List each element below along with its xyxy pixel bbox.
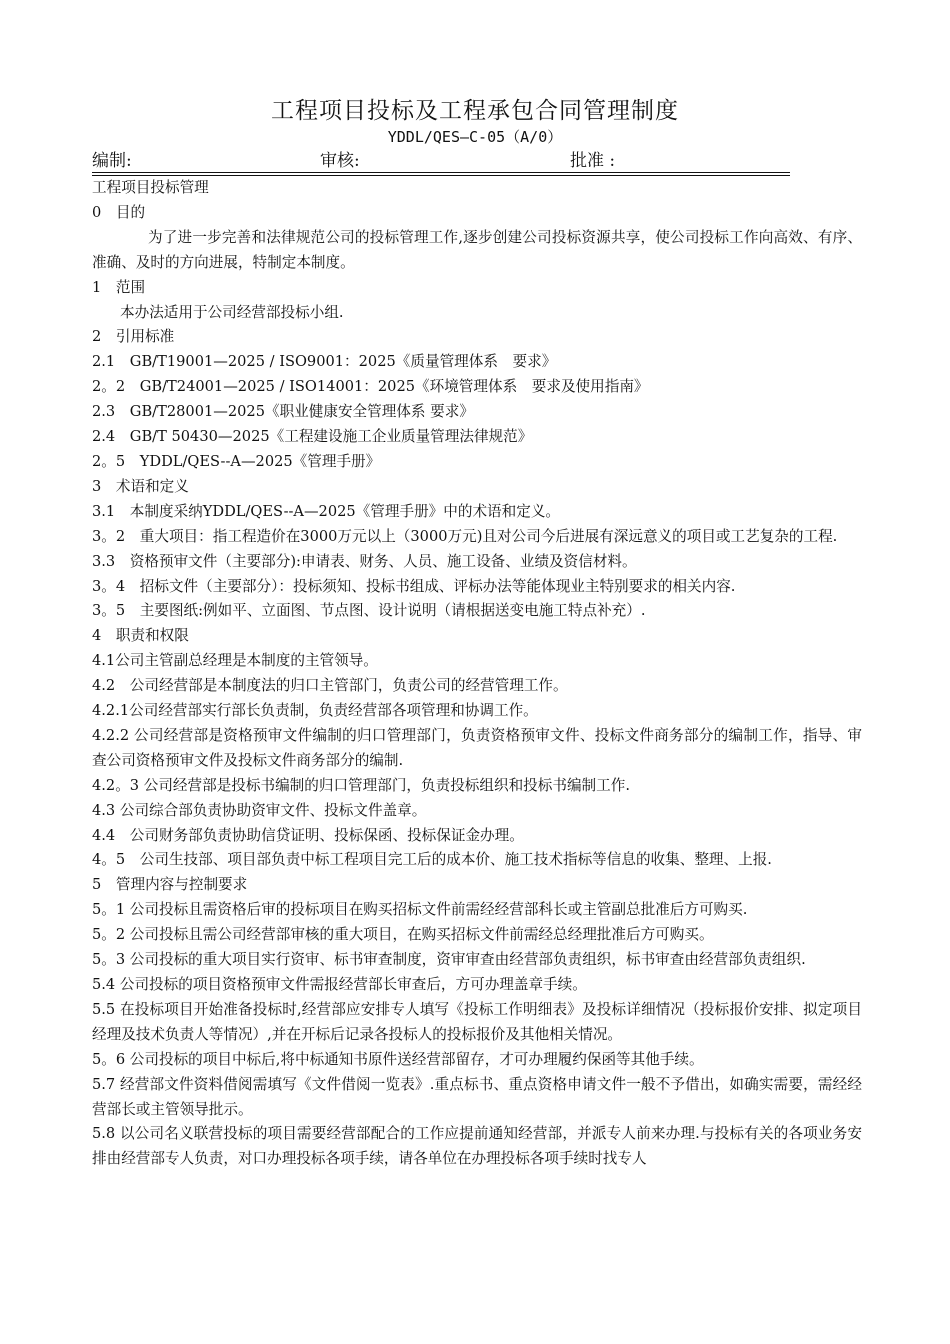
- list-item: 4.2.1公司经营部实行部长负责制，负责经营部各项管理和协调工作。: [92, 702, 538, 720]
- list-item: 4.1公司主管副总经理是本制度的主管领导。: [92, 652, 378, 670]
- list-item: 3.3 资格预审文件（主要部分):申请表、财务、人员、施工设备、业绩及资信材料。: [92, 552, 637, 570]
- section-heading: 1 范围: [92, 278, 146, 296]
- list-item: 3。4 招标文件（主要部分）：投标须知、投标书组成、评标办法等能体现业主特别要求的相关内容.: [92, 577, 736, 595]
- reviewed-by-label: 审核:: [320, 151, 360, 171]
- list-item: 2.3 GB/T28001—2025《职业健康安全管理体系 要求》: [92, 403, 474, 421]
- document-title: 工程项目投标及工程承包合同管理制度: [271, 98, 679, 124]
- compiled-by-label: 编制:: [92, 151, 132, 171]
- list-item: 4。5 公司生技部、项目部负责中标工程项目完工后的成本价、施工技术指标等信息的收集、整理、上报.: [92, 851, 772, 869]
- list-item: 2.4 GB/T 50430—2025《工程建设施工企业质量管理法律规范》: [92, 428, 533, 446]
- list-item: 5。2 公司投标且需公司经营部审核的重大项目，在购买招标文件前需经总经理批准后方可购买。: [92, 926, 714, 944]
- list-item: 5.5 在投标项目开始准备投标时,经营部应安排专人填写《投标工作明细表》及投标详细情况（投标报价安排、拟定项目经理及技术负责人等情况）,并在开标后记录各投标人的投标报价及其他相关情况。: [92, 1000, 862, 1043]
- list-item: 5.7 经营部文件资料借阅需填写《文件借阅一览表》.重点标书、重点资格申请文件一般不予借出，如确实需要，需经经营部长或主管领导批示。: [92, 1075, 862, 1118]
- section-heading: 2 引用标准: [92, 328, 175, 346]
- list-item: 4.2 公司经营部是本制度法的归口主管部门，负责公司的经营管理工作。: [92, 677, 568, 695]
- list-item: 3。2 重大项目：指工程造价在3000万元以上（3000万元)且对公司今后进展有深远意义的项目或工艺复杂的工程.: [92, 527, 838, 545]
- list-item: 2。5 YDDL/QES--A—2025《管理手册》: [92, 452, 381, 470]
- list-item: 5。3 公司投标的重大项目实行资审、标书审查制度，资审审查由经营部负责组织，标书审查由经营部负责组织.: [92, 951, 806, 969]
- paragraph: 为了进一步完善和法律规范公司的投标管理工作,逐步创建公司投标资源共享，使公司投标工作向高效、有序、准确、及时的方向进展，特制定本制度。: [92, 228, 862, 271]
- section-heading: 工程项目投标管理: [92, 179, 209, 196]
- document-body: [92, 176, 862, 1172]
- section-heading: 5 管理内容与控制要求: [92, 876, 248, 894]
- list-item: 4.3 公司综合部负责协助资审文件、投标文件盖章。: [92, 801, 427, 819]
- list-item: 5。6 公司投标的项目中标后,将中标通知书原件送经营部留存，才可办理履约保函等其他手续。: [92, 1050, 704, 1068]
- section-heading: 3 术语和定义: [92, 477, 189, 495]
- list-item: 4.2。3 公司经营部是投标书编制的归口管理部门，负责投标组织和投标书编制工作.: [92, 776, 630, 794]
- list-item: 5。1 公司投标且需资格后审的投标项目在购买招标文件前需经经营部科长或主管副总批准后方可购买.: [92, 901, 748, 919]
- list-item: 3。5 主要图纸:例如平、立面图、节点图、设计说明（请根据送变电施工特点补充）.: [92, 602, 646, 620]
- list-item: 3.1 本制度采纳YDDL/QES--A—2025《管理手册》中的术语和定义。: [92, 502, 561, 520]
- section-heading: 4 职责和权限: [92, 627, 189, 645]
- list-item: 4.4 公司财务部负责协助信贷证明、投标保函、投标保证金办理。: [92, 826, 524, 844]
- list-item: 5.8 以公司名义联营投标的项目需要经营部配合的工作应提前通知经营部，并派专人前来办理.与投标有关的各项业务安排由经营部专人负责，对口办理投标各项手续，请各单位在办理投标各项手续时找专人: [92, 1125, 862, 1168]
- document-number: YDDL/QES—C-05（A/0）: [387, 128, 563, 146]
- paragraph: 本办法适用于公司经营部投标小组.: [120, 303, 344, 321]
- approved-by-label: 批准 :: [570, 151, 616, 171]
- list-item: 5.4 公司投标的项目资格预审文件需报经营部长审查后，方可办理盖章手续。: [92, 976, 587, 993]
- list-item: 4.2.2 公司经营部是资格预审文件编制的归口管理部门，负责资格预审文件、投标文件商务部分的编制工作，指导、审查公司资格预审文件及投标文件商务部分的编制.: [92, 726, 862, 769]
- list-item: 2。2 GB/T24001—2025 / ISO14001：2025《环境管理体系 要求及使用指南》: [92, 378, 649, 396]
- list-item: 2.1 GB/T19001—2025 / ISO9001：2025《质量管理体系 要求》: [92, 353, 557, 371]
- signature-row: [92, 150, 790, 173]
- section-heading: 0 目的: [92, 203, 146, 221]
